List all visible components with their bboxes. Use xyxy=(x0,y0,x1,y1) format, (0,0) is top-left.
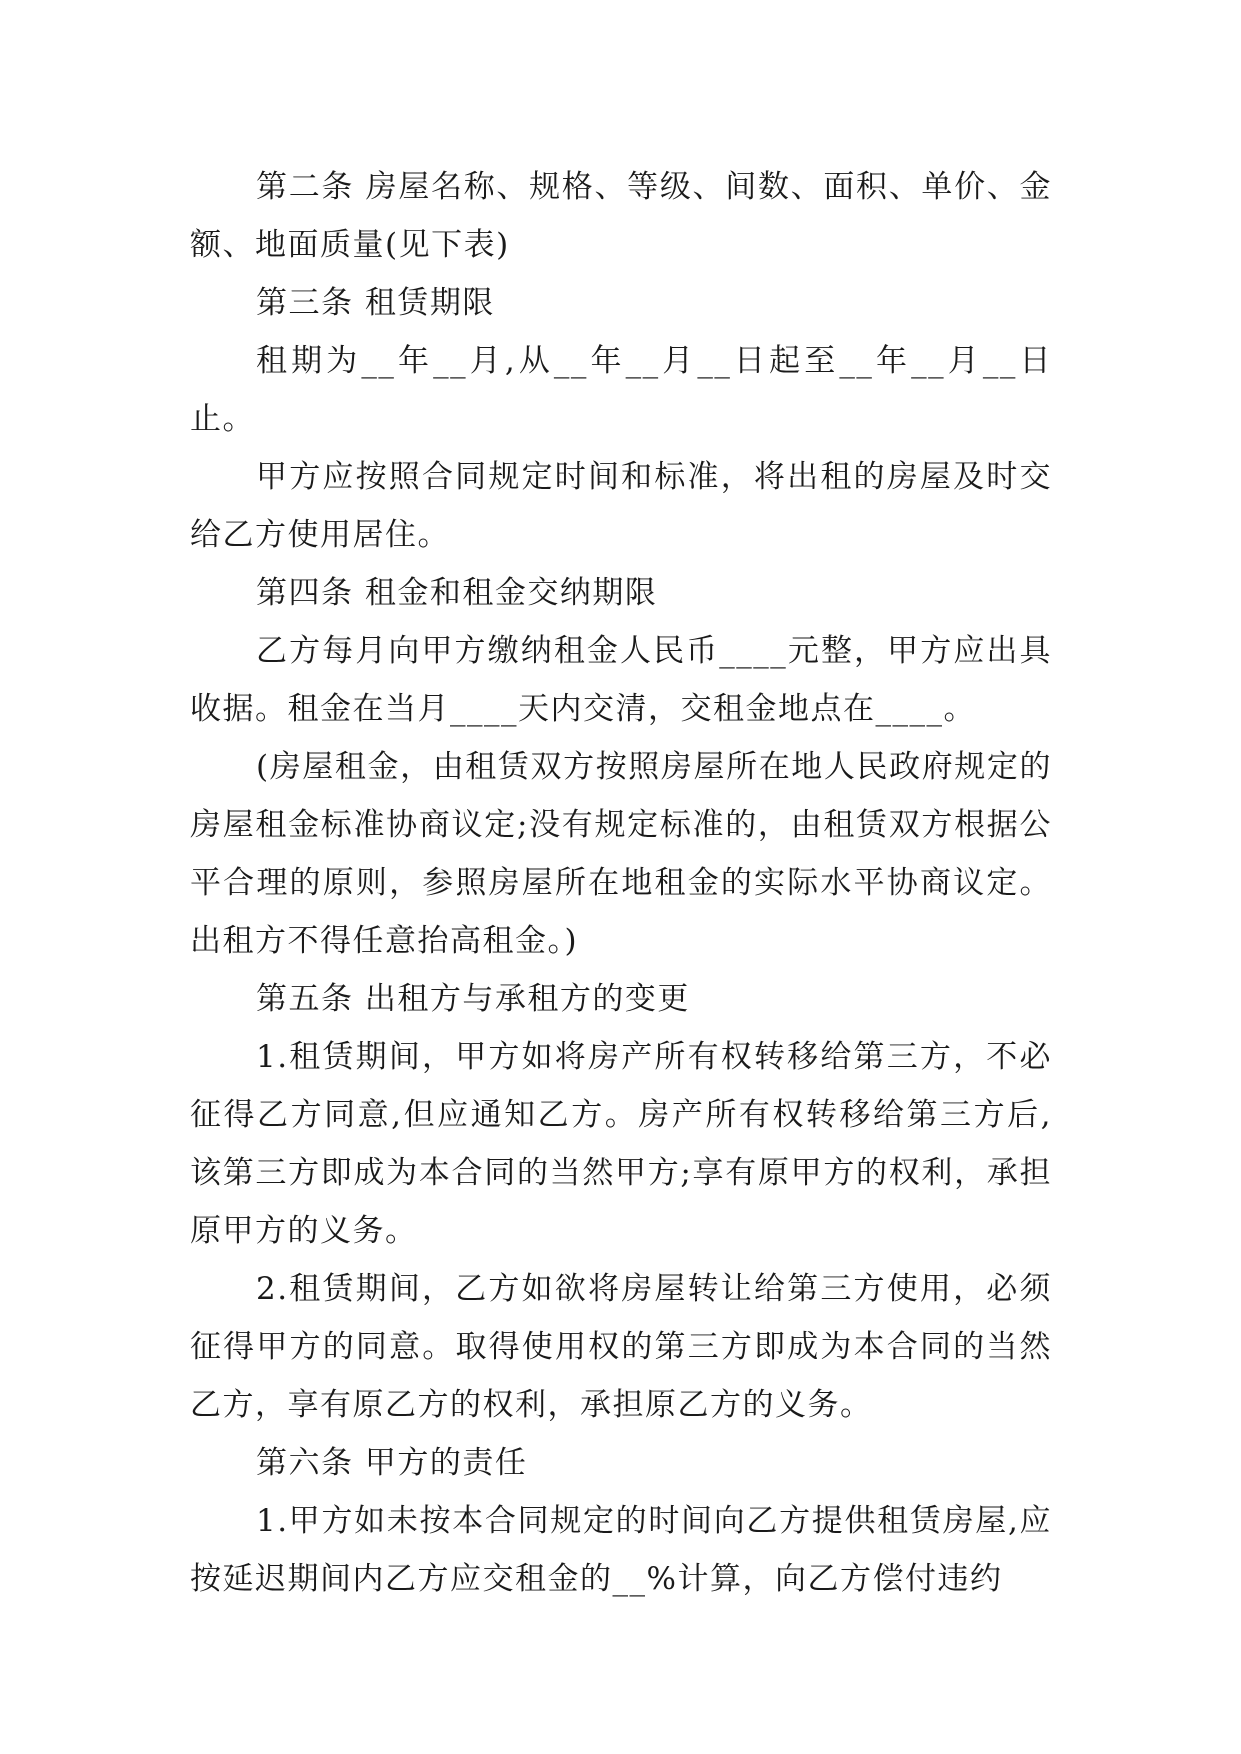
rent-note-paragraph: (房屋租金，由租赁双方按照房屋所在地人民政府规定的房屋租金标准协商议定;没有规定标准的，由租赁双方根据公平合理的原则，参照房屋所在地租金的实际水平协商议定。出租方不得任意抬高租金。) xyxy=(190,749,1052,959)
article-5-item-1: 1.租赁期间，甲方如将房产所有权转移给第三方，不必征得乙方同意,但应通知乙方。房产所有权转移给第三方后,该第三方即成为本合同的当然甲方;享有原甲方的权利，承担原甲方的义务。 xyxy=(190,1039,1052,1249)
handover-paragraph: 甲方应按照合同规定时间和标准，将出租的房屋及时交给乙方使用居住。 xyxy=(190,459,1052,553)
article-6-item-1: 1.甲方如未按本合同规定的时间向乙方提供租赁房屋,应按延迟期间内乙方应交租金的__%计算，向乙方偿付违约 xyxy=(190,1503,1052,1597)
article-3-heading: 第三条 租赁期限 xyxy=(256,285,495,321)
document-page xyxy=(190,158,1052,1608)
rent-payment-paragraph: 乙方每月向甲方缴纳租金人民币____元整，甲方应出具收据。租金在当月____天内交清，交租金地点在____。 xyxy=(190,633,1052,727)
article-6-heading: 第六条 甲方的责任 xyxy=(256,1445,528,1481)
article-4-heading: 第四条 租金和租金交纳期限 xyxy=(256,575,658,611)
article-5-heading: 第五条 出租方与承租方的变更 xyxy=(256,981,690,1017)
lease-term-paragraph: 租期为__年__月,从__年__月__日起至__年__月__日止。 xyxy=(190,343,1052,437)
article-5-item-2: 2.租赁期间，乙方如欲将房屋转让给第三方使用，必须征得甲方的同意。取得使用权的第三方即成为本合同的当然乙方，享有原乙方的权利，承担原乙方的义务。 xyxy=(190,1271,1052,1423)
article-2-paragraph: 第二条 房屋名称、规格、等级、间数、面积、单价、金额、地面质量(见下表) xyxy=(190,169,1052,263)
